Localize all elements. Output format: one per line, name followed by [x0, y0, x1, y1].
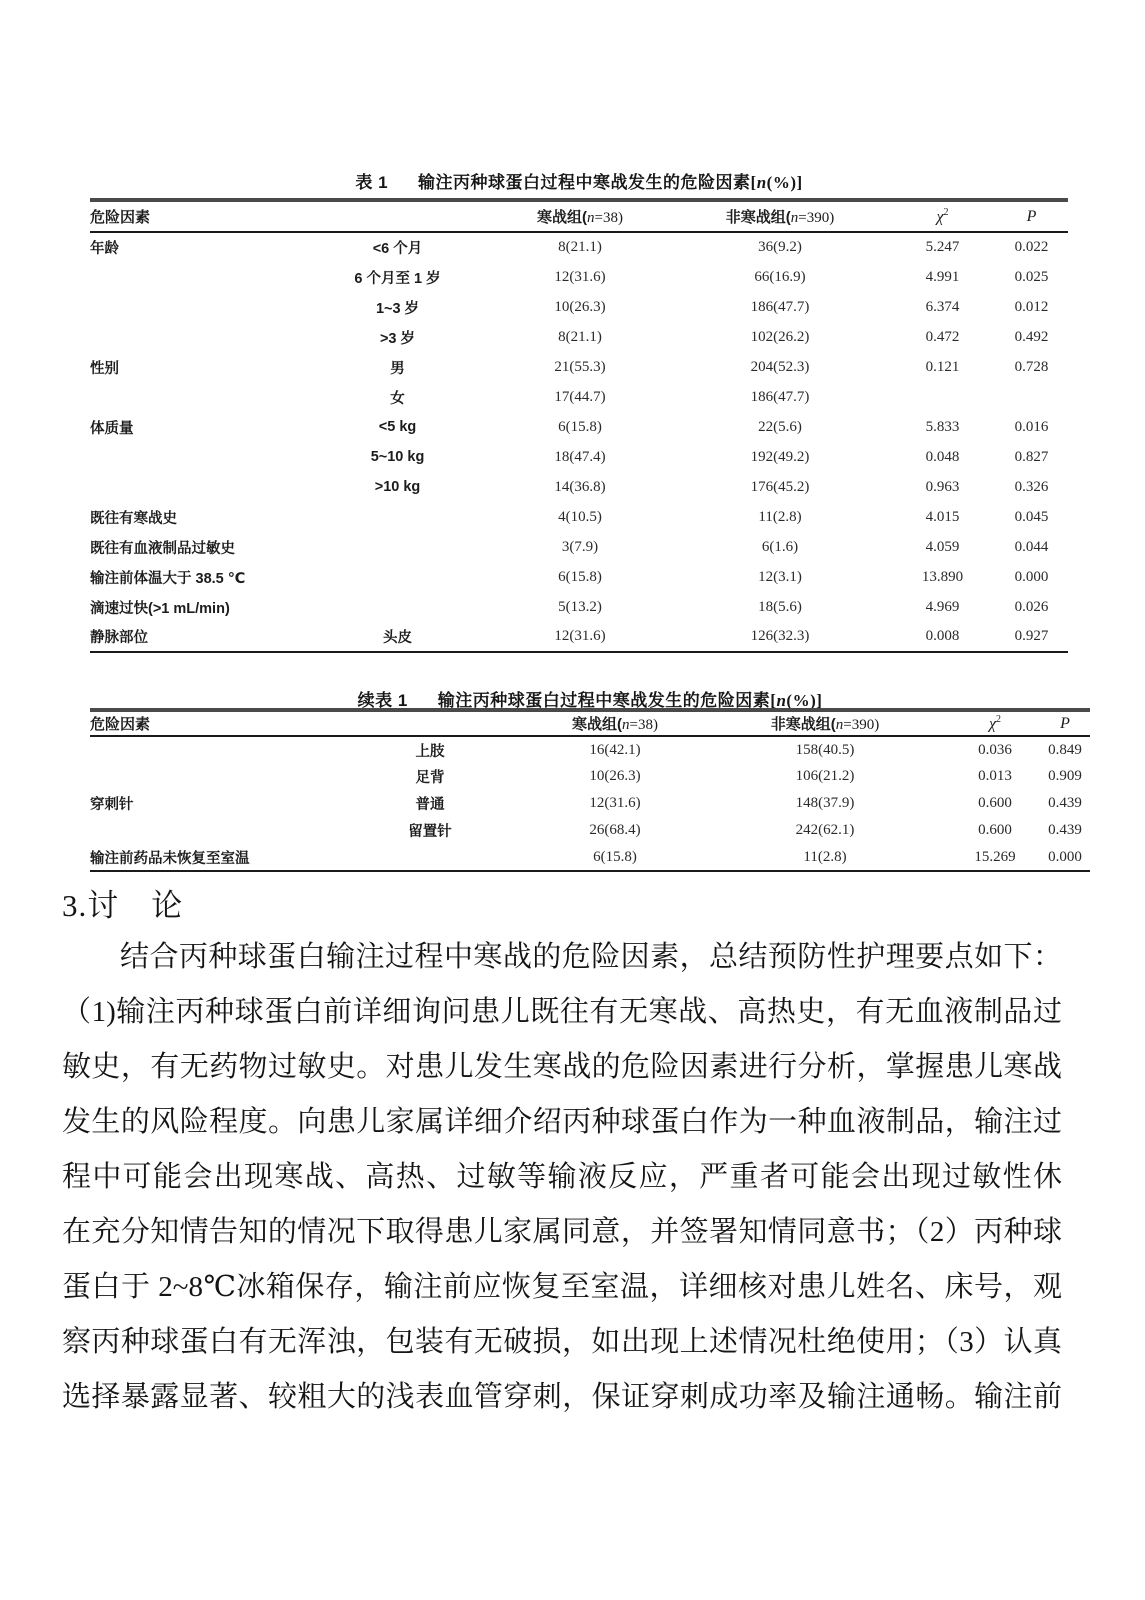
table-row: 静脉部位 头皮 12(31.6) 126(32.3) 0.008 0.927: [90, 628, 1049, 646]
table-row: 性别 男 21(55.3) 204(52.3) 0.121 0.728: [90, 358, 1049, 377]
risk-factor-table-continued: [90, 708, 1090, 872]
table-row: 输注前药品未恢复至室温 6(15.8) 11(2.8) 15.269 0.000: [90, 848, 1082, 867]
table2-caption-label: 续表 1: [357, 691, 408, 710]
column-header-non-chill-group: 非寒战组(n=390): [770, 716, 880, 733]
table-row: 女 17(44.7) 186(47.7): [390, 388, 810, 407]
column-header-p-value: P: [1026, 207, 1037, 225]
table-row: 滴速过快(>1 mL/min) 5(13.2) 18(5.6) 4.969 0.026: [90, 598, 1049, 617]
table-row: >10 kg 14(36.8) 176(45.2) 0.963 0.326: [374, 478, 1049, 495]
column-header-chill-group: 寒战组(n=38): [537, 209, 623, 226]
column-header-risk-factor: 危险因素: [90, 209, 151, 226]
column-header-chi-square: $\chi^2$: [988, 713, 1002, 733]
table-row: 穿刺针 普通 12(31.6) 148(37.9) 0.600 0.439: [90, 795, 1082, 813]
risk-factor-table: [90, 198, 1068, 653]
table-row: 足背 10(26.3) 106(21.2) 0.013 0.909: [415, 768, 1082, 786]
table-header-row: [90, 200, 1068, 232]
table1-caption-title: 输注丙种球蛋白过程中寒战发生的危险因素: [418, 173, 751, 192]
table-row: 输注前体温大于 38.5 ℃ 6(15.8) 12(3.1) 13.890 0.000: [90, 568, 1049, 587]
table1-caption: [90, 168, 1068, 193]
table-row: 留置针 26(68.4) 242(62.1) 0.600 0.439: [408, 822, 1082, 840]
table-row: 年龄 <6 个月 8(21.1) 36(9.2) 5.247 0.022: [90, 239, 1049, 257]
table-row: 5~10 kg 18(47.4) 192(49.2) 0.048 0.827: [370, 448, 1049, 465]
table-row: 6 个月至 1 岁 12(31.6) 66(16.9) 4.991 0.025: [354, 268, 1049, 287]
table1-caption-label: 表 1: [355, 173, 389, 192]
table2-caption-title: 输注丙种球蛋白过程中寒战发生的危险因素: [437, 691, 771, 710]
column-header-risk-factor: 危险因素: [90, 716, 151, 733]
discussion-line: 在充分知情告知的情况下取得患儿家属同意，并签署知情同意书；（2）丙种球: [62, 1216, 1062, 1248]
discussion-line: 程中可能会出现寒战、高热、过敏等输液反应，严重者可能会出现过敏性休: [62, 1161, 1062, 1193]
discussion-paragraph: [62, 930, 1062, 1425]
column-header-chill-group: 寒战组(n=38): [572, 716, 658, 733]
table1-caption-unit: [n(%)]: [750, 173, 803, 192]
table-row: 体质量 <5 kg 6(15.8) 22(5.6) 5.833 0.016: [90, 418, 1049, 437]
discussion-line: 察丙种球蛋白有无浑浊，包装有无破损，如出现上述情况杜绝使用；（3）认真: [62, 1326, 1062, 1358]
table2-caption-unit: [n(%)]: [770, 691, 823, 710]
column-header-non-chill-group: 非寒战组(n=390): [725, 209, 835, 226]
discussion-line: （1)输注丙种球蛋白前详细询问患儿既往有无寒战、高热史，有无血液制品过: [62, 996, 1062, 1028]
column-header-p-value: P: [1060, 714, 1070, 732]
table-row: 1~3 岁 10(26.3) 186(47.7) 6.374 0.012: [375, 298, 1049, 317]
discussion-line: 敏史，有无药物过敏史。对患儿发生寒战的危险因素进行分析，掌握患儿寒战: [62, 1051, 1062, 1083]
discussion-line: 蛋白于 2~8℃冰箱保存，输注前应恢复至室温，详细核对患儿姓名、床号，观: [62, 1271, 1062, 1303]
discussion-line: 选择暴露显著、较粗大的浅表血管穿刺，保证穿刺成功率及输注通畅。输注前: [62, 1381, 1062, 1413]
table-row: 既往有寒战史 4(10.5) 11(2.8) 4.015 0.045: [90, 508, 1049, 527]
discussion-line: 发生的风险程度。向患儿家属详细介绍丙种球蛋白作为一种血液制品，输注过: [62, 1106, 1062, 1138]
section-heading-discussion: 3.讨 论: [62, 888, 184, 923]
column-header-chi-square: $\chi^2$: [936, 206, 949, 226]
discussion-line: 结合丙种球蛋白输注过程中寒战的危险因素，总结预防性护理要点如下：: [120, 941, 1062, 973]
table-row: 上肢 16(42.1) 158(40.5) 0.036 0.849: [415, 741, 1082, 760]
table-row: 既往有血液制品过敏史 3(7.9) 6(1.6) 4.059 0.044: [90, 538, 1049, 557]
table-row: >3 岁 8(21.1) 102(26.2) 0.472 0.492: [379, 328, 1049, 347]
table-header-row: [90, 710, 1090, 736]
